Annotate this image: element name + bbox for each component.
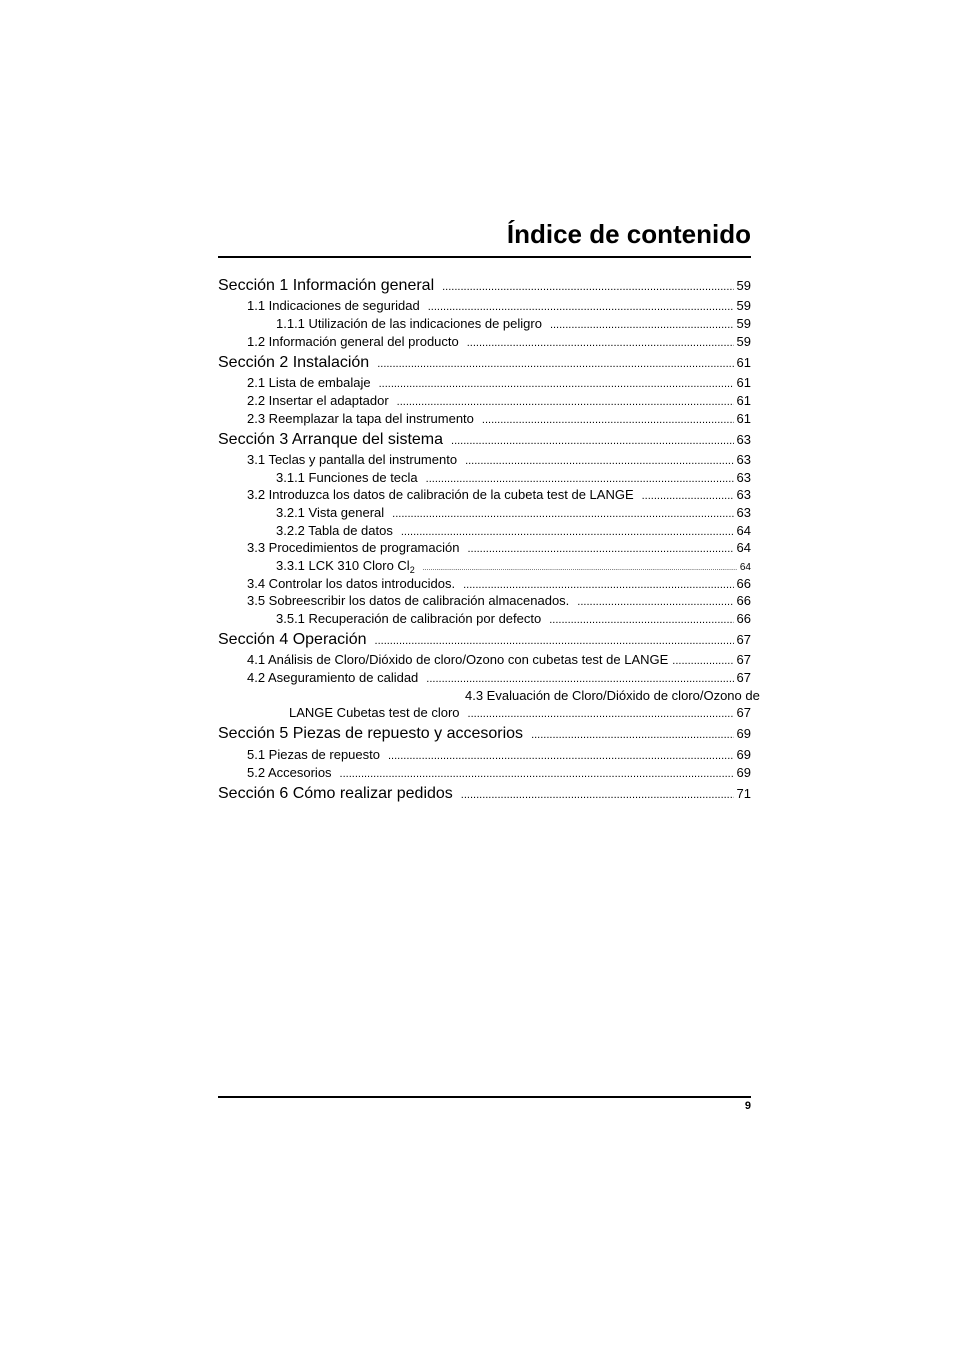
toc-page-number: 66 (736, 593, 751, 608)
toc-entry-label: 2.1 Lista de embalaje (247, 375, 371, 390)
dot-leader (672, 655, 733, 667)
dot-leader (467, 337, 734, 349)
toc-entry-label: 3.5 Sobreescribir los datos de calibración almacenados. (247, 593, 570, 608)
dot-leader (392, 508, 733, 520)
page-number: 9 (744, 1100, 751, 1112)
toc-page-number: 61 (736, 355, 751, 370)
toc-page-number: 59 (736, 316, 751, 331)
toc-item-3-1[interactable] (218, 452, 751, 467)
toc-entry-label: 2.2 Insertar el adaptador (247, 393, 389, 408)
toc-entry-label: Sección 3 Arranque del sistema (218, 431, 444, 448)
toc-page-number: 63 (736, 452, 751, 467)
toc-entry-label: Sección 2 Instalación (218, 354, 370, 371)
toc-page-number: 63 (736, 487, 751, 502)
toc-page-number: 59 (736, 334, 751, 349)
dot-leader (423, 565, 737, 572)
subscript-2: 2 (409, 565, 415, 575)
dot-leader (340, 768, 734, 780)
toc-entry-label: Sección 4 Operación (218, 631, 367, 648)
toc-entry-label: 4.1 Análisis de Cloro/Dióxido de cloro/Ozono con cubetas test de LANGE (247, 652, 669, 667)
dot-leader (577, 596, 733, 608)
dot-leader (468, 708, 734, 720)
dot-leader (377, 358, 733, 370)
toc-page-number: 63 (736, 432, 751, 447)
toc-page-number: 59 (736, 298, 751, 313)
toc-section-2[interactable] (218, 354, 751, 372)
toc-entry-label: 2.3 Reemplazar la tapa del instrumento (247, 411, 474, 426)
toc-page-number: 64 (736, 523, 751, 538)
dot-leader (465, 455, 733, 467)
toc-entry-label: 5.1 Piezas de repuesto (247, 747, 380, 762)
toc-page-number: 63 (736, 470, 751, 485)
toc-item-2-2[interactable] (218, 393, 751, 408)
toc-page-number: 69 (736, 765, 751, 780)
toc-page-number: 64 (739, 562, 751, 573)
toc-item-1-2[interactable] (218, 334, 751, 349)
toc-page-number: 71 (736, 786, 751, 801)
dot-leader (428, 301, 734, 313)
toc-page-number: 69 (736, 747, 751, 762)
toc-entry-label-text: 3.3.1 LCK 310 Cloro Cl (276, 558, 410, 573)
dot-leader (426, 473, 734, 485)
dot-leader (482, 414, 734, 426)
dot-leader (550, 319, 734, 331)
toc-page-number: 61 (736, 393, 751, 408)
toc-item-4-1[interactable] (218, 652, 751, 667)
toc-page-number: 69 (736, 726, 751, 741)
toc-section-5[interactable] (218, 725, 751, 743)
toc-item-3-4[interactable] (218, 576, 751, 591)
toc-item-3-5-1[interactable] (218, 611, 751, 626)
toc-page-number: 66 (736, 611, 751, 626)
toc-page-number: 67 (736, 652, 751, 667)
toc-item-2-1[interactable] (218, 375, 751, 390)
toc-entry-label: 3.3 Procedimientos de programación (247, 540, 460, 555)
toc-section-3[interactable] (218, 431, 751, 449)
toc-page-number: 67 (736, 705, 751, 720)
toc-item-3-1-1[interactable] (218, 470, 751, 485)
toc-item-3-5[interactable] (218, 593, 751, 608)
toc-entry-label: 4.2 Aseguramiento de calidad (247, 670, 419, 685)
toc-section-4[interactable] (218, 631, 751, 649)
toc-item-3-2[interactable] (218, 487, 751, 502)
dot-leader (463, 579, 733, 591)
toc-entry-label: LANGE Cubetas test de cloro (289, 705, 460, 720)
dot-leader (549, 614, 733, 626)
dot-leader (442, 281, 733, 293)
toc-entry-label: 1.2 Información general del producto (247, 334, 459, 349)
toc-item-5-2[interactable] (218, 765, 751, 780)
toc-item-3-3-1[interactable] (218, 558, 751, 575)
toc-item-1-1[interactable] (218, 298, 751, 313)
toc-entry-label (276, 558, 415, 575)
toc-entry-label: 3.2 Introduzca los datos de calibración de la cubeta test de LANGE (247, 487, 634, 502)
toc-page-number: 61 (736, 375, 751, 390)
toc-entry-label: 3.5.1 Recuperación de calibración por defecto (276, 611, 542, 626)
toc-section-6[interactable] (218, 785, 751, 803)
dot-leader (397, 396, 734, 408)
toc-item-4-3[interactable] (218, 705, 751, 720)
toc-page-number: 61 (736, 411, 751, 426)
dot-leader (467, 543, 733, 555)
toc-entry-label: 3.1 Teclas y pantalla del instrumento (247, 452, 458, 467)
toc-entry-label: 3.4 Controlar los datos introducidos. (247, 576, 456, 591)
dot-leader (451, 435, 734, 447)
toc-item-4-3-line1: 4.3 Evaluación de Cloro/Dióxido de cloro/Ozono de (465, 688, 760, 703)
toc-item-3-2-1[interactable] (218, 505, 751, 520)
toc-page-number: 67 (736, 632, 751, 647)
dot-leader (379, 378, 734, 390)
toc-entry-label: Sección 1 Información general (218, 277, 435, 294)
dot-leader (388, 750, 734, 762)
title-divider (218, 256, 751, 258)
dot-leader (401, 526, 734, 538)
page-title: Índice de contenido (506, 219, 751, 249)
toc-entry-label: 3.1.1 Funciones de tecla (276, 470, 418, 485)
toc-item-4-2[interactable] (218, 670, 751, 685)
dot-leader (642, 490, 734, 502)
toc-page-number: 66 (736, 576, 751, 591)
dot-leader (426, 673, 733, 685)
toc-entry-label: 1.1 Indicaciones de seguridad (247, 298, 420, 313)
toc-page-number: 64 (736, 540, 751, 555)
toc-section-1[interactable] (218, 277, 751, 295)
toc-page-number: 63 (736, 505, 751, 520)
toc-entry-label: 3.2.1 Vista general (276, 505, 385, 520)
dot-leader (531, 729, 733, 741)
toc-item-3-2-2[interactable] (218, 523, 751, 538)
toc-item-5-1[interactable] (218, 747, 751, 762)
dot-leader (375, 635, 734, 647)
toc-item-2-3[interactable] (218, 411, 751, 426)
toc-entry-label: 5.2 Accesorios (247, 765, 332, 780)
toc-page-number: 59 (736, 278, 751, 293)
toc-entry-label: Sección 6 Cómo realizar pedidos (218, 785, 453, 802)
toc-item-1-1-1[interactable] (218, 316, 751, 331)
toc-item-3-3[interactable] (218, 540, 751, 555)
toc-page-number: 67 (736, 670, 751, 685)
dot-leader (461, 789, 734, 801)
footer-divider (218, 1096, 751, 1098)
toc-entry-label: Sección 5 Piezas de repuesto y accesorios (218, 725, 524, 742)
toc-entry-label: 1.1.1 Utilización de las indicaciones de peligro (276, 316, 542, 331)
toc-entry-label: 3.2.2 Tabla de datos (276, 523, 393, 538)
